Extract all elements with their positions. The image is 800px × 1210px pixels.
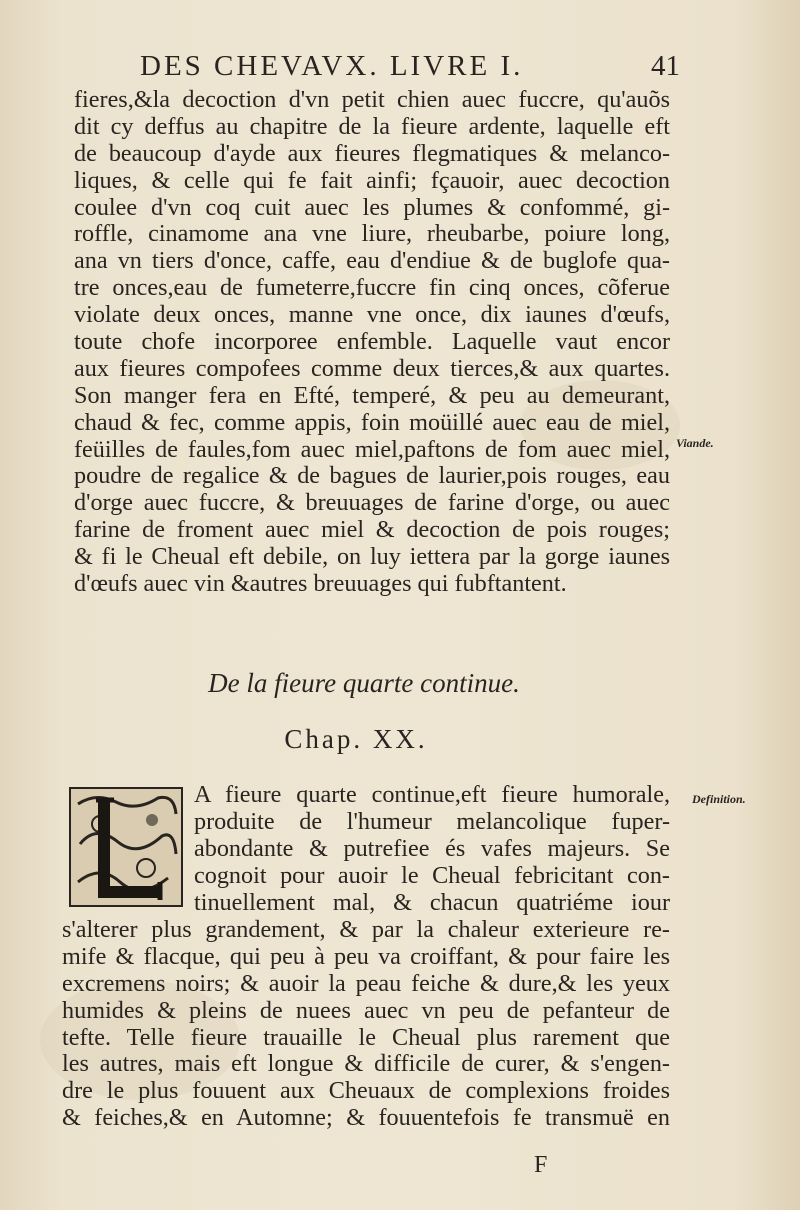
text-line: dre le plus fouuent aux Cheuaux de complexions froides <box>62 1078 670 1105</box>
text-line: poudre de regalice & de bagues de laurier,pois rouges, eau <box>74 463 670 490</box>
running-head-title: DES CHEVAVX. LIVRE I. <box>140 50 524 82</box>
text-line: mife & flacque, qui peu à peu va croiffant, & pour faire les <box>62 943 670 970</box>
text-line: les autres, mais eft longue & difficile de curer, & s'engen- <box>62 1051 670 1078</box>
text-line: excremens noirs; & auoir la peau feiche & dure,& les yeux <box>62 970 670 997</box>
running-head <box>140 50 680 86</box>
paragraph-opening <box>194 782 670 916</box>
chapter-heading <box>0 724 800 755</box>
text-line: tefte. Telle fieure trauaille le Cheual plus rarement que <box>62 1024 670 1051</box>
text-line: abondante & putrefiee és vafes majeurs. Se <box>194 835 670 862</box>
text-line: aux fieures compofees comme deux tierces,& aux quartes. <box>74 355 670 382</box>
text-line: fieres,&la decoction d'vn petit chien auec fuccre, qu'auõs <box>74 87 670 113</box>
text-line: Son manger fera en Efté, temperé, & peu au demeurant, <box>74 382 670 409</box>
text-line: feüilles de faules,fom auec miel,paftons de fom auec miel, <box>74 436 670 463</box>
text-line: d'orge auec fuccre, & breuuages de farine d'orge, ou auec <box>74 490 670 517</box>
text-line: toute chofe incorporee enfemble. Laquelle vaut encor <box>74 329 670 356</box>
page-number: 41 <box>651 50 680 82</box>
text-line: coulee d'vn coq cuit auec les plumes & confommé, gi- <box>74 194 670 221</box>
text-line: & feiches,& en Automne; & fouuentefois fe transmuë en <box>62 1105 670 1132</box>
text-line: s'alterer plus grandement, & par la chaleur exterieure re- <box>62 917 670 943</box>
text-line: liques, & celle qui fe fait ainfi; fçauoir, auec decoction <box>74 167 670 194</box>
text-line: chaud & fec, comme appis, foin moüillé auec eau de miel, <box>74 409 670 436</box>
margin-note-viande: Viande. <box>676 436 714 450</box>
text-line: de beaucoup d'ayde aux fieures flegmatiques & melanco- <box>74 140 670 167</box>
signature-mark: F <box>534 1152 548 1178</box>
text-line: dit cy deffus au chapitre de la fieure ardente, laquelle eft <box>74 113 670 140</box>
text-line: humides & pleins de nuees auec vn peu de pefanteur de <box>62 997 670 1024</box>
chapter-heading-text: Chap. XX. <box>284 724 428 754</box>
text-line: tinuellement mal, & chacun quatriéme iour <box>194 889 670 916</box>
text-line: d'œufs auec vin &autres breuuages qui fubftantent. <box>74 571 567 598</box>
section-heading-text: De la fieure quarte continue. <box>208 668 520 698</box>
text-line: A fieure quarte continue,eft fieure humorale, <box>194 782 670 808</box>
text-line: violate deux onces, manne vne once, dix iaunes d'œufs, <box>74 302 670 329</box>
section-heading <box>0 668 800 699</box>
text-line: & fi le Cheual eft debile, on luy iettera par la gorge iaunes <box>74 544 670 571</box>
ornamental-initial-l <box>66 784 186 910</box>
text-line: farine de froment auec miel & decoction de pois rouges; <box>74 517 670 544</box>
paragraph-continued <box>74 87 670 598</box>
text-line: tre onces,eau de fumeterre,fuccre fin cinq onces, cõferue <box>74 275 670 302</box>
margin-note-definition: Definition. <box>692 792 746 806</box>
paragraph-body <box>62 917 670 1132</box>
text-line: cognoit pour auoir le Cheual febricitant con- <box>194 862 670 889</box>
text-line: produite de l'humeur melancolique fuper- <box>194 808 670 835</box>
text-line: ana vn tiers d'once, caffe, eau d'endiue & de buglofe qua- <box>74 248 670 275</box>
text-line: roffle, cinamome ana vne liure, rheubarbe, poiure long, <box>74 221 670 248</box>
